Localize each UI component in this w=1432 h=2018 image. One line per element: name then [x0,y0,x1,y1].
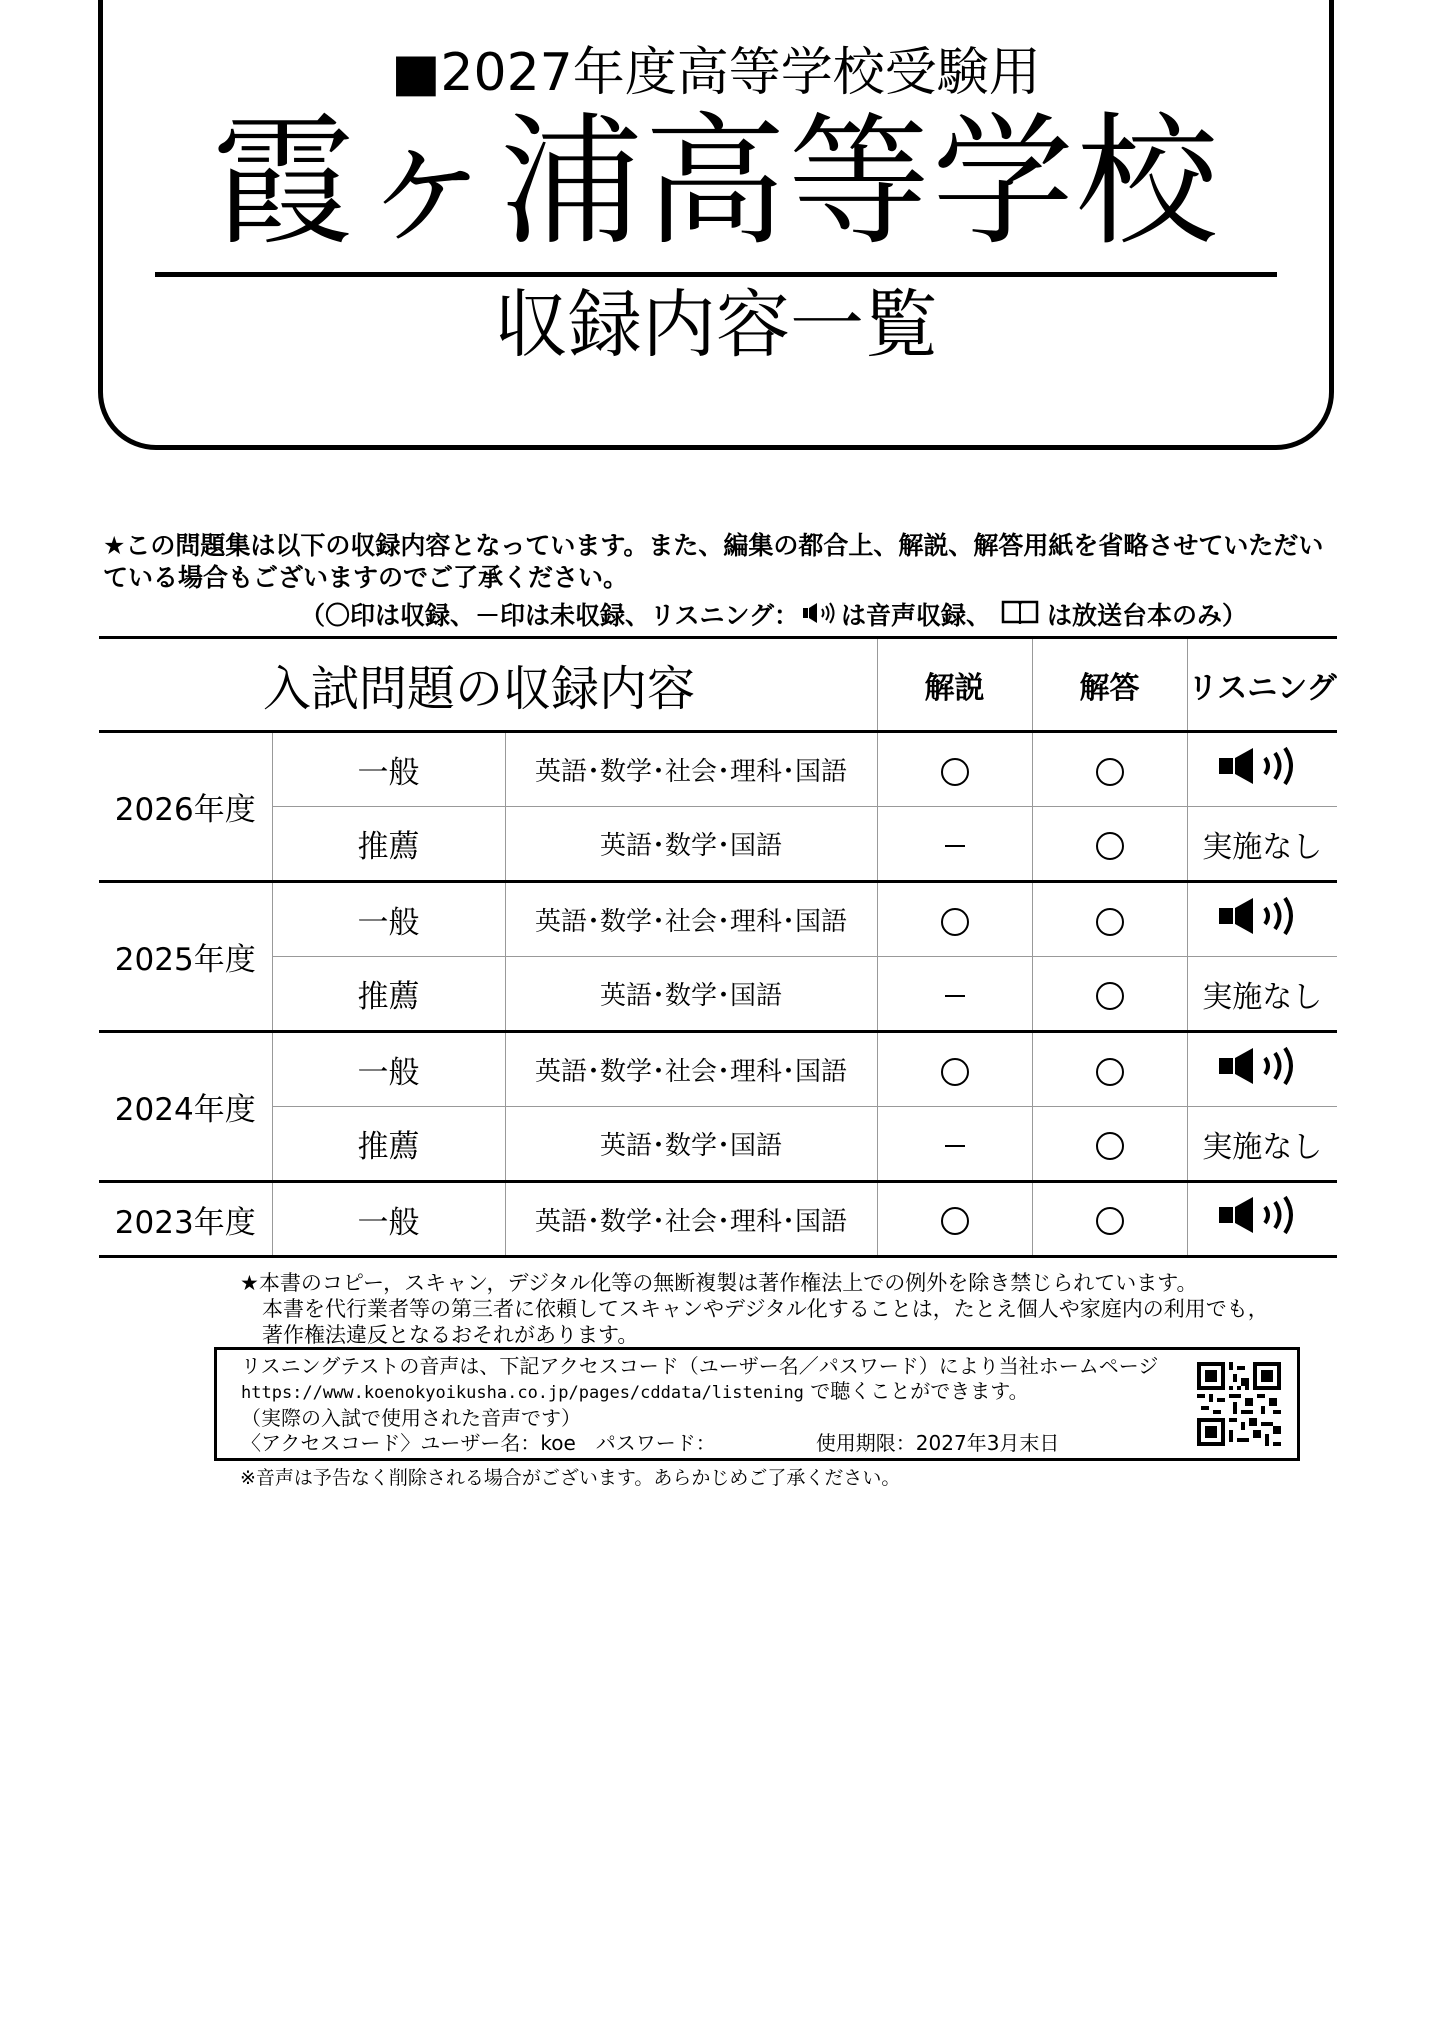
audio-line-2: で聴くことができます。 [803,1379,1029,1403]
contents-list-title: 収録内容一覧 [494,282,938,368]
listening-not-conducted: 実施なし [1202,1129,1323,1165]
exam-type-cell: 一般 [272,732,505,807]
title-divider [155,272,1277,277]
speaker-icon [1219,1056,1305,1094]
circle-mark-icon [1096,1058,1124,1086]
answers-recorded-mark [1032,1032,1187,1107]
access-code: 〈アクセスコード〉ユーザー名：koe パスワード： [241,1431,716,1455]
answers-recorded-mark [1032,732,1187,807]
school-name: 霞ヶ浦高等学校 [212,100,1220,265]
table-row [99,807,1337,882]
speaker-icon [1219,1205,1305,1243]
header-listening: リスニング [1187,638,1337,732]
notice-line-3: 著作権法違反となるおそれがあります。 [262,1323,639,1347]
header-contents: 入試問題の収録内容 [99,638,877,732]
answers-recorded-mark [1032,1182,1187,1257]
listening-audio-recorded [1187,882,1337,957]
header-commentary: 解説 [877,638,1032,732]
table-row [99,882,1337,957]
header-answers: 解答 [1032,638,1187,732]
exam-type-cell: 推薦 [272,1107,505,1182]
book-icon [1001,598,1039,633]
footer-note: ※音声は予告なく削除される場合がございます。あらかじめご了承ください。 [240,1467,901,1489]
notice-line-1: ★本書のコピー，スキャン，デジタル化等の無断複製は著作権法上での例外を除き禁じられています。 [240,1271,1198,1295]
listening-text [1187,1107,1337,1182]
circle-mark-icon [1096,832,1124,860]
subjects-cell: 英語･数学･社会･理科･国語 [505,882,877,957]
circle-mark-icon [1096,1207,1124,1235]
speaker-icon [1219,906,1305,944]
table-row [99,1182,1337,1257]
listening-not-conducted: 実施なし [1202,979,1323,1015]
table-header-row [99,638,1337,732]
expiry-date: 使用期限：2027年3月末日 [815,1431,1060,1455]
listening-audio-recorded [1187,1182,1337,1257]
subjects-cell: 英語･数学･社会･理科･国語 [505,1182,877,1257]
legend-suffix: は放送台本のみ） [1047,600,1248,630]
intro-text: ★この問題集は以下の収録内容となっています。また、編集の都合上、解説、解答用紙を省略させていただいている場合もございますのでご了承ください。 [103,531,1324,592]
legend-middle: は音声収録、 [841,600,992,630]
circle-mark-icon [1096,1132,1124,1160]
commentary-recorded-mark [877,1182,1032,1257]
listening-text [1187,807,1337,882]
circle-mark-icon [941,758,969,786]
table-row [99,1107,1337,1182]
copyright-notice [240,1270,1320,1348]
subjects-cell: 英語･数学･社会･理科･国語 [505,732,877,807]
edition-subtitle: ■2027年度高等学校受験用 [391,43,1041,103]
audio-access-box [214,1347,1300,1461]
answers-recorded-mark [1032,1107,1187,1182]
subjects-cell: 英語･数学･国語 [505,1107,877,1182]
listening-text [1187,957,1337,1032]
subjects-cell: 英語･数学･国語 [505,807,877,882]
subjects-cell: 英語･数学･国語 [505,957,877,1032]
year-cell: 2026年度 [99,732,272,882]
circle-mark-icon [941,1058,969,1086]
speaker-icon [803,599,837,633]
circle-mark-icon [941,1207,969,1235]
commentary-recorded-mark [877,1032,1032,1107]
table-row [99,732,1337,807]
circle-mark-icon [1096,758,1124,786]
commentary-recorded-mark [877,882,1032,957]
year-cell: 2024年度 [99,1032,272,1182]
audio-url: https://www.koenokyoikusha.co.jp/pages/cddata/listening [241,1383,804,1403]
dash-mark-icon [945,995,965,997]
listening-audio-recorded [1187,1032,1337,1107]
listening-not-conducted: 実施なし [1202,829,1323,865]
exam-type-cell: 一般 [272,1182,505,1257]
legend [300,598,1350,633]
commentary-not-recorded-mark [877,807,1032,882]
exam-type-cell: 一般 [272,882,505,957]
qr-code-icon [1197,1362,1281,1446]
commentary-not-recorded-mark [877,957,1032,1032]
circle-mark-icon [1096,982,1124,1010]
exam-type-cell: 一般 [272,1032,505,1107]
table-row [99,1032,1337,1107]
exam-type-cell: 推薦 [272,957,505,1032]
listening-audio-recorded [1187,732,1337,807]
answers-recorded-mark [1032,882,1187,957]
table-row [99,957,1337,1032]
legend-prefix: （〇印は収録、－印は未収録、リスニング： [300,600,800,630]
audio-line-1: リスニングテストの音声は、下記アクセスコード（ユーザー名／パスワード）により当社ホームページ [241,1354,1159,1378]
speaker-icon [1219,756,1305,794]
commentary-not-recorded-mark [877,1107,1032,1182]
title-box [98,0,1334,450]
dash-mark-icon [945,845,965,847]
circle-mark-icon [941,908,969,936]
year-cell: 2023年度 [99,1182,272,1257]
year-cell: 2025年度 [99,882,272,1032]
answers-recorded-mark [1032,807,1187,882]
exam-type-cell: 推薦 [272,807,505,882]
answers-recorded-mark [1032,957,1187,1032]
subjects-cell: 英語･数学･社会･理科･国語 [505,1032,877,1107]
commentary-recorded-mark [877,732,1032,807]
notice-line-2: 本書を代行業者等の第三者に依頼してスキャンやデジタル化することは，たとえ個人や家庭内の利用でも， [262,1297,1269,1321]
circle-mark-icon [1096,908,1124,936]
dash-mark-icon [945,1145,965,1147]
audio-line-3: （実際の入試で使用された音声です） [241,1406,581,1430]
contents-table [99,636,1337,1258]
